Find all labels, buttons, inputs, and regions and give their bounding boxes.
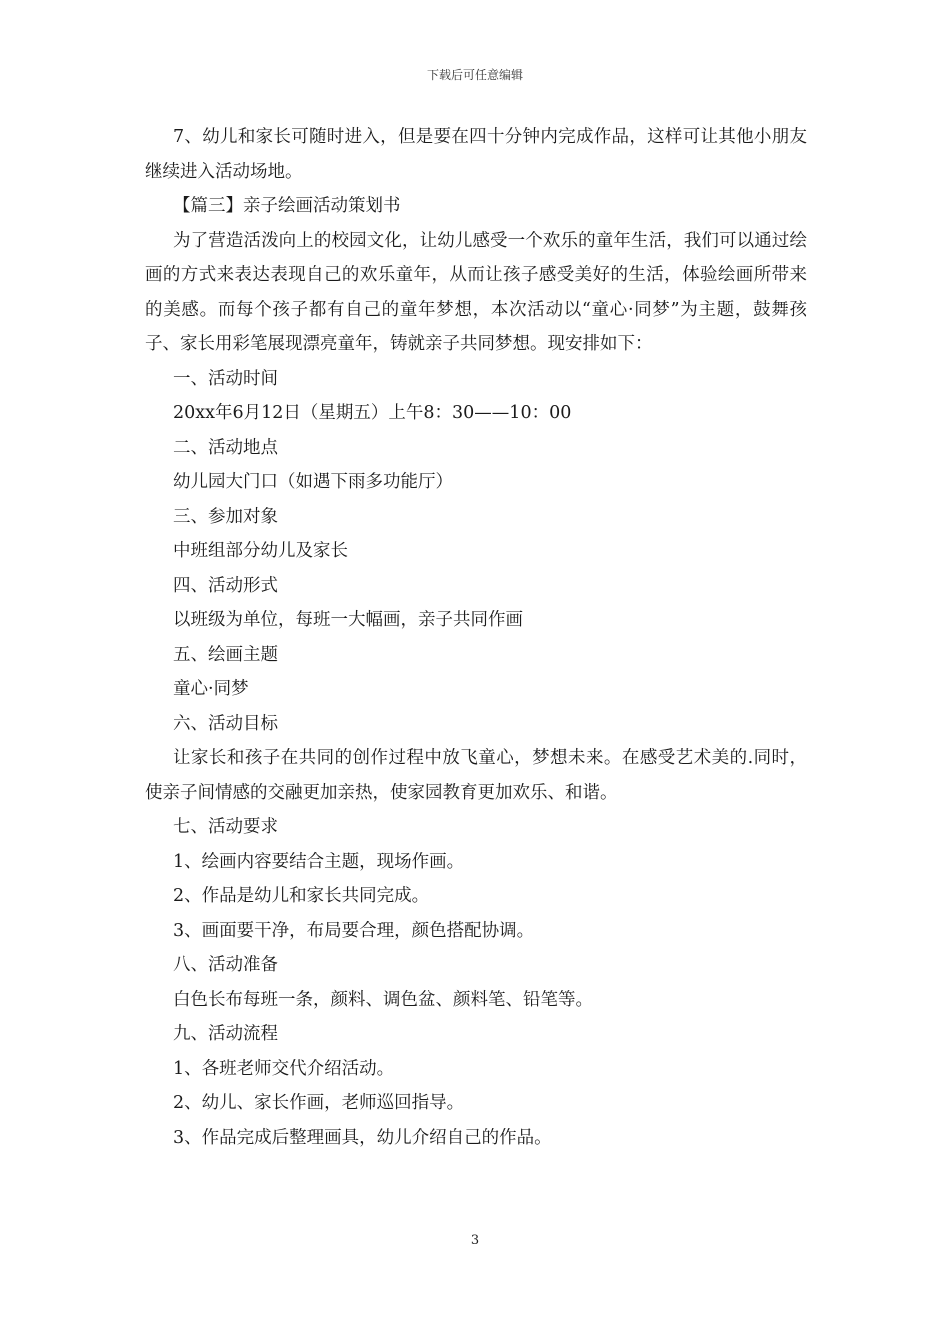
painting-theme-value: 童心·同梦 bbox=[173, 679, 249, 699]
document-body bbox=[145, 120, 807, 1155]
heading-participants: 三、参加对象 bbox=[173, 506, 278, 527]
heading-activity-preparation: 八、活动准备 bbox=[173, 955, 278, 975]
section-title: 【篇三】亲子绘画活动策划书 bbox=[173, 196, 401, 216]
requirement-item-1: 1、绘画内容要结合主题，现场作画。 bbox=[173, 851, 465, 872]
intro-paragraph: 为了营造活泼向上的校园文化，让幼儿感受一个欢乐的童年生活，我们可以通过绘画的方式来表达表现自己的欢乐童年，从而让孩子感受美好的生活，体验绘画所带来的美感。而每个孩子都有自己的童年梦想，本次活动以“童心·同梦”为主题，鼓舞孩子、家长用彩笔展现漂亮童年，铸就亲子共同梦想。现安排如下： bbox=[145, 230, 808, 354]
activity-format-value: 以班级为单位，每班一大幅画，亲子共同作画 bbox=[173, 610, 523, 630]
requirement-item-2: 2、作品是幼儿和家长共同完成。 bbox=[173, 886, 430, 906]
page-header: 下载后可任意编辑 bbox=[426, 68, 523, 82]
heading-activity-goals: 六、活动目标 bbox=[173, 713, 278, 734]
process-item-3: 3、作品完成后整理画具，幼儿介绍自己的作品。 bbox=[173, 1127, 552, 1148]
heading-activity-requirements: 七、活动要求 bbox=[173, 817, 278, 837]
heading-activity-location: 二、活动地点 bbox=[173, 437, 278, 458]
heading-painting-theme: 五、绘画主题 bbox=[173, 644, 278, 665]
participants-value: 中班组部分幼儿及家长 bbox=[173, 541, 348, 561]
requirement-item-3: 3、画面要干净，布局要合理，颜色搭配协调。 bbox=[173, 920, 535, 941]
paragraph-item-7: 7、幼儿和家长可随时进入，但是要在四十分钟内完成作品，这样可让其他小朋友继续进入活动场地。 bbox=[145, 127, 807, 182]
activity-preparation-value: 白色长布每班一条，颜料、调色盆、颜料笔、铅笔等。 bbox=[173, 989, 593, 1010]
activity-location-value: 幼儿园大门口（如遇下雨多功能厅） bbox=[173, 472, 453, 492]
activity-goals-value: 让家长和孩子在共同的创作过程中放飞童心，梦想未来。在感受艺术美的.同时，使亲子间情感的交融更加亲热，使家园教育更加欢乐、和谐。 bbox=[145, 748, 807, 803]
heading-activity-format: 四、活动形式 bbox=[173, 575, 278, 596]
process-item-1: 1、各班老师交代介绍活动。 bbox=[173, 1058, 395, 1079]
activity-time-value: 20xx年6月12日（星期五）上午8：30——10：00 bbox=[173, 403, 572, 423]
page-number: 3 bbox=[470, 1233, 480, 1248]
process-item-2: 2、幼儿、家长作画，老师巡回指导。 bbox=[173, 1093, 465, 1113]
heading-activity-time: 一、活动时间 bbox=[173, 368, 278, 389]
heading-activity-process: 九、活动流程 bbox=[173, 1024, 278, 1044]
